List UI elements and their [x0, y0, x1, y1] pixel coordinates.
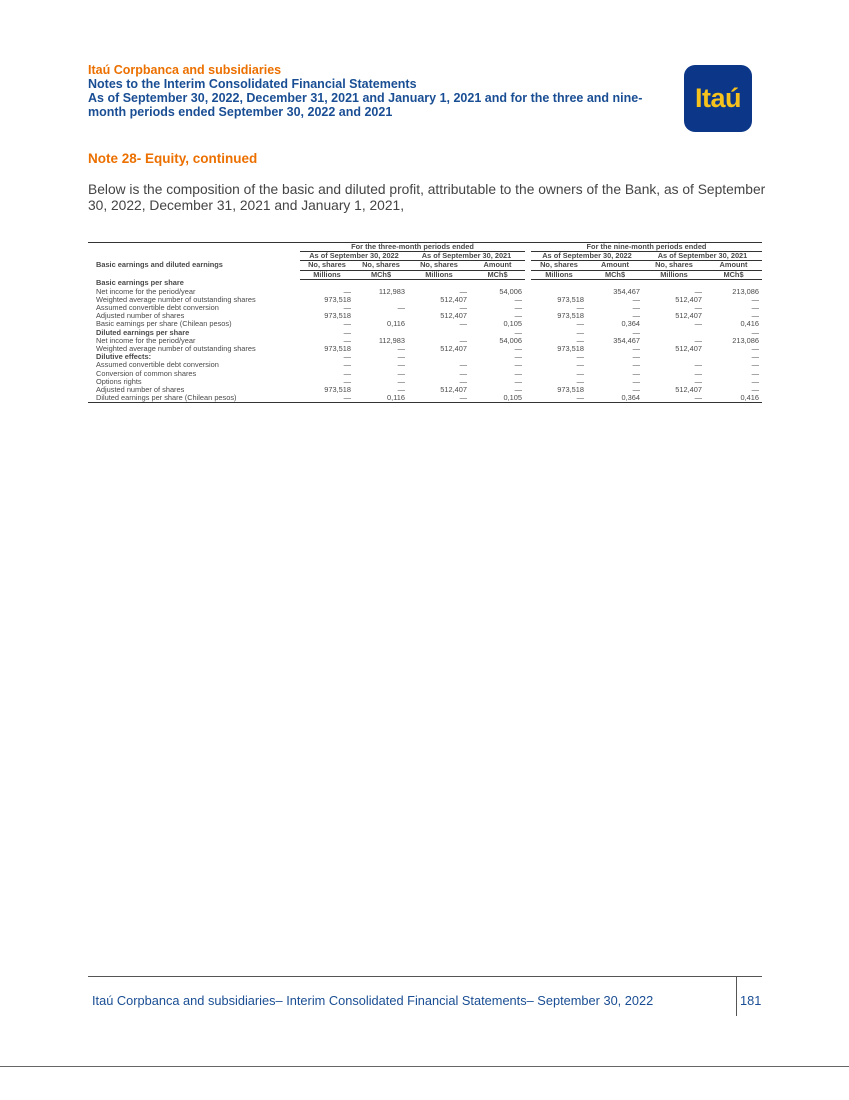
table-cell: —: [576, 320, 584, 329]
table-cell: —: [576, 377, 584, 386]
table-cell: [531, 279, 587, 287]
table-cell: —: [632, 369, 640, 378]
table-cell: —: [408, 394, 470, 403]
table-cell: —: [694, 320, 702, 329]
footer-divider: [736, 976, 737, 1016]
earnings-table: [88, 242, 762, 403]
table-cell: —: [643, 394, 705, 403]
table-row: [88, 279, 762, 287]
table-cell: —: [632, 377, 640, 386]
table-cell: 512,407: [675, 312, 702, 321]
table-cell: 512,407: [440, 295, 467, 304]
row-label: Diluted earnings per share (Chilean pesos): [88, 394, 300, 403]
table-cell: [354, 279, 408, 287]
table-cell: —: [751, 344, 759, 353]
table-cell: —: [576, 328, 584, 337]
row-label: Basic earnings per share (Chilean pesos): [96, 320, 232, 329]
table-cell: 512,407: [440, 344, 467, 353]
table-cell: —: [459, 377, 467, 386]
table-cell: —: [632, 303, 640, 312]
table-cell: [408, 353, 470, 361]
table-cell: —: [751, 369, 759, 378]
row-label: Net income for the period/year: [96, 336, 196, 345]
page-number: 181: [740, 993, 762, 1008]
row-label: Options rights: [96, 377, 142, 386]
page-bottom-rule: [0, 1066, 849, 1067]
table-cell: —: [459, 361, 467, 370]
table-cell: —: [514, 344, 522, 353]
table-cell: [531, 288, 587, 296]
table-cell: 973,518: [557, 295, 584, 304]
table-cell: —: [531, 394, 587, 403]
table-row: [88, 386, 762, 394]
unit-header: MCh$: [705, 270, 762, 279]
table-row: [88, 361, 762, 369]
row-label: Assumed convertible debt conversion: [96, 303, 219, 312]
table-cell: —: [514, 312, 522, 321]
table-cell: 512,407: [675, 344, 702, 353]
table-cell: 0,364: [621, 320, 640, 329]
table-cell: —: [632, 353, 640, 362]
table-cell: —: [514, 377, 522, 386]
table-cell: —: [343, 320, 351, 329]
table-cell: —: [751, 377, 759, 386]
table-cell: —: [751, 312, 759, 321]
table-cell: —: [632, 385, 640, 394]
header-title-line-1: Notes to the Interim Consolidated Financial Statements: [88, 77, 417, 91]
table-cell: [643, 353, 705, 361]
table-cell: —: [694, 303, 702, 312]
footer-text: Itaú Corpbanca and subsidiaries– Interim Consolidated Financial Statements– September 30, 2022: [92, 993, 654, 1008]
table-cell: —: [751, 303, 759, 312]
column-header: No, shares: [643, 261, 705, 270]
table-cell: —: [632, 344, 640, 353]
table-cell: —: [694, 336, 702, 345]
table-cell: —: [300, 394, 354, 403]
row-label: Net income for the period/year: [96, 287, 196, 296]
table-cell: [643, 329, 705, 337]
table-cell: 0,116: [387, 320, 405, 329]
table-cell: —: [514, 328, 522, 337]
table-cell: —: [459, 303, 467, 312]
unit-header: Millions: [408, 270, 470, 279]
table-cell: —: [459, 369, 467, 378]
table-cell: —: [751, 353, 759, 362]
header-title-line-3: month periods ended September 30, 2022 and 2021: [88, 105, 393, 119]
table-cell: —: [459, 336, 467, 345]
table-row: [88, 337, 762, 345]
table-row: [88, 296, 762, 304]
table-row: [88, 353, 762, 361]
table-row: [88, 345, 762, 353]
table-cell: —: [576, 353, 584, 362]
table-cell: 973,518: [557, 312, 584, 321]
table-cell: —: [343, 361, 351, 370]
table-cell: [470, 279, 525, 287]
table-cell: —: [576, 336, 584, 345]
table-cell: 0,364: [587, 394, 643, 403]
table-row: [88, 288, 762, 296]
table-cell: —: [343, 353, 351, 362]
note-title: Note 28- Equity, continued: [88, 151, 258, 166]
table-cell: 0,116: [354, 394, 408, 403]
table-cell: 54,006: [499, 287, 522, 296]
table-cell: [705, 279, 762, 287]
table-cell: —: [459, 287, 467, 296]
table-cell: —: [343, 303, 351, 312]
itau-logo: [684, 65, 752, 132]
unit-header: MCh$: [470, 270, 525, 279]
table-cell: 54,006: [499, 336, 522, 345]
table-cell: 354,467: [613, 336, 640, 345]
footer-rule: [88, 976, 762, 977]
table-cell: 973,518: [557, 385, 584, 394]
table-cell: [354, 296, 408, 304]
table-cell: [300, 279, 354, 287]
table-cell: —: [694, 369, 702, 378]
table-cell: —: [514, 369, 522, 378]
table-cell: [354, 312, 408, 320]
row-label: Adjusted number of shares: [96, 385, 185, 394]
column-header: No, shares: [408, 261, 470, 270]
table-row: [88, 394, 762, 403]
column-header: No, shares: [300, 261, 354, 270]
table-cell: 213,086: [732, 287, 759, 296]
intro-paragraph: Below is the composition of the basic and diluted profit, attributable to the owners of the Bank, as of September 30, 2022, December 31, 2021 and January 1, 2021,: [88, 182, 766, 213]
table-cell: —: [576, 369, 584, 378]
table-cell: 512,407: [675, 295, 702, 304]
table-cell: 973,518: [324, 295, 351, 304]
unit-header: MCh$: [587, 270, 643, 279]
table-cell: —: [632, 328, 640, 337]
table-row: [88, 320, 762, 328]
company-name: Itaú Corpbanca and subsidiaries: [88, 63, 282, 77]
table-cell: —: [397, 361, 405, 370]
sub-header: As of September 30, 2021: [643, 252, 762, 261]
table-cell: —: [343, 287, 351, 296]
table-row: [88, 312, 762, 320]
table-cell: —: [751, 295, 759, 304]
table-cell: [643, 279, 705, 287]
table-cell: 112,983: [378, 287, 405, 296]
header-title-line-2: As of September 30, 2022, December 31, 2021 and January 1, 2021 and for the three and nine-: [88, 91, 643, 105]
table-cell: —: [459, 320, 467, 329]
row-label: Adjusted number of shares: [96, 312, 185, 321]
table-cell: —: [632, 312, 640, 321]
table-cell: —: [514, 295, 522, 304]
column-header: No, shares: [354, 261, 408, 270]
table-cell: —: [632, 361, 640, 370]
table-cell: [408, 329, 470, 337]
table-cell: —: [514, 385, 522, 394]
sub-header: As of September 30, 2022: [531, 252, 643, 261]
table-cell: —: [751, 385, 759, 394]
table-cell: —: [343, 369, 351, 378]
nine-month-group-header: For the nine-month periods ended: [531, 243, 762, 252]
table-cell: 512,407: [440, 385, 467, 394]
row-label: Conversion of common shares: [96, 369, 197, 378]
table-cell: —: [576, 303, 584, 312]
table-cell: 512,407: [440, 312, 467, 321]
table-cell: 973,518: [324, 312, 351, 321]
column-header: Amount: [587, 261, 643, 270]
table-row: [88, 378, 762, 386]
table-cell: —: [397, 353, 405, 362]
column-header: No, shares: [531, 261, 587, 270]
table-row: [88, 304, 762, 312]
table-cell: —: [397, 303, 405, 312]
sub-header: As of September 30, 2021: [408, 252, 525, 261]
table-cell: —: [576, 361, 584, 370]
table-cell: —: [694, 377, 702, 386]
table-cell: —: [397, 369, 405, 378]
logo-text: Itaú: [694, 83, 741, 113]
table-cell: —: [694, 361, 702, 370]
table-cell: 512,407: [675, 385, 702, 394]
row-label: Basic earnings per share: [96, 279, 184, 288]
table-cell: —: [343, 336, 351, 345]
table-row: [88, 370, 762, 378]
table-cell: —: [751, 328, 759, 337]
row-label: Assumed convertible debt conversion: [96, 361, 219, 370]
table-cell: [354, 329, 408, 337]
table-cell: 973,518: [324, 344, 351, 353]
table-cell: 0,416: [740, 320, 759, 329]
table-cell: —: [397, 385, 405, 394]
sub-header: As of September 30, 2022: [300, 252, 408, 261]
unit-header: MCh$: [354, 270, 408, 279]
column-header: Amount: [470, 261, 525, 270]
table-cell: —: [632, 295, 640, 304]
unit-header: Millions: [643, 270, 705, 279]
unit-header: Millions: [300, 270, 354, 279]
table-cell: 973,518: [324, 385, 351, 394]
row-label: Diluted earnings per share: [96, 328, 190, 337]
table-cell: —: [397, 377, 405, 386]
table-cell: —: [514, 303, 522, 312]
table-cell: [408, 279, 470, 287]
table-cell: 0,416: [705, 394, 762, 403]
table-cell: —: [343, 377, 351, 386]
table-cell: —: [751, 361, 759, 370]
table-cell: —: [514, 353, 522, 362]
row-header: Basic earnings and diluted earnings: [96, 260, 223, 270]
table-cell: —: [514, 361, 522, 370]
unit-header: Millions: [531, 270, 587, 279]
table-cell: [587, 279, 643, 287]
table-cell: 112,983: [378, 336, 405, 345]
column-header: Amount: [705, 261, 762, 270]
table-cell: —: [343, 328, 351, 337]
table-cell: —: [397, 344, 405, 353]
table-cell: 0,105: [470, 394, 525, 403]
table-cell: 0,105: [503, 320, 522, 329]
table-row: [88, 329, 762, 337]
row-label: Dilutive effects:: [96, 353, 152, 362]
row-label: Weighted average number of outstanding shares: [96, 295, 256, 304]
table-cell: 354,467: [613, 287, 640, 296]
three-month-group-header: For the three-month periods ended: [300, 243, 525, 252]
table-cell: 973,518: [557, 344, 584, 353]
table-cell: 213,086: [732, 336, 759, 345]
document-header: [88, 63, 668, 119]
table-cell: —: [694, 287, 702, 296]
row-label: Weighted average number of outstanding shares: [96, 344, 256, 353]
